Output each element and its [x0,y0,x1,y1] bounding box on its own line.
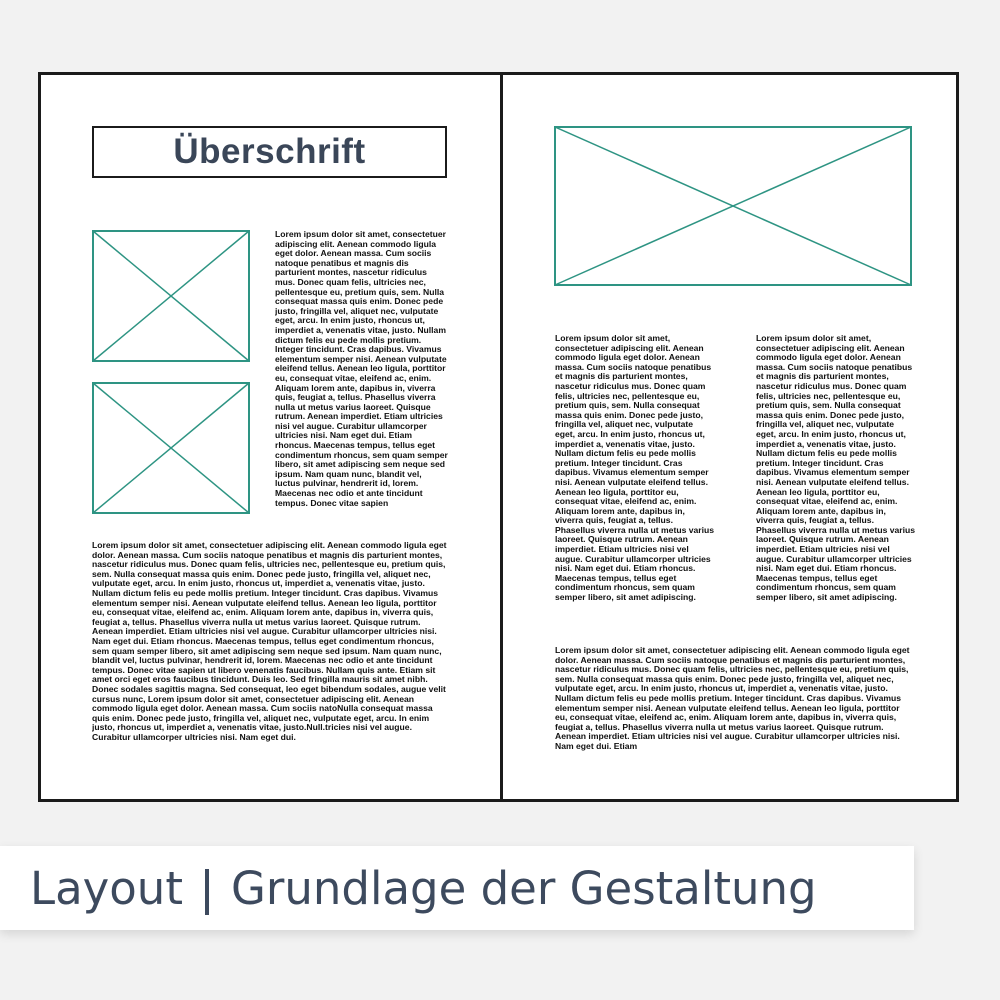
body-text-left-bottom: Lorem ipsum dolor sit amet, consectetuer adipiscing elit. Aenean commodo ligula eget dolor. Aenean massa. Cum sociis natoque penatibus et magnis dis parturient montes, nascetur ridiculus mus. Donec quam felis, ultricies nec, pellentesque eu, pretium quis, sem. Nulla consequat massa quis enim. Donec pede justo, fringilla vel, aliquet nec, vulputate eget, arcu. In enim justo, rhoncus ut, imperdiet a, venenatis vitae, justo. Nullam dictum felis eu pede mollis pretium. Integer tincidunt. Cras dapibus. Vivamus elementum semper nisi. Aenean vulputate eleifend tellus. Aenean leo ligula, porttitor eu, consequat vitae, eleifend ac, enim. Aliquam lorem ante, dapibus in, viverra quis, feugiat a, tellus. Phasellus viverra nulla ut metus varius laoreet. Quisque rutrum. Aenean imperdiet. Etiam ultricies nisi vel augue. Curabitur ullamcorper ultricies nisi. Nam eget dui. Etiam rhoncus. Maecenas tempus, tellus eget condimentum rhoncus, sem quam semper libero, sit amet adipiscing sem neque sed ipsum. Nam quam nunc, blandit vel, luctus pulvinar, hendrerit id, lorem. Maecenas nec odio et ante tincidunt tempus. Donec vitae sapien ut libero venenatis faucibus. Nullam quis ante. Etiam sit amet orci eget eros faucibus tincidunt. Duis leo. Sed fringilla mauris sit amet nibh. Donec sodales sagittis magna. Sed consequat, leo eget bibendum sodales, augue velit cursus nunc, Lorem ipsum dolor sit amet, consectetuer adipiscing elit. Aenean commodo ligula eget dolor. Aenean massa. Cum sociis natoNulla consequat massa quis enim. Donec pede justo, fringilla vel, aliquet nec, vulputate eget, arcu. In enim justo, rhoncus ut, imperdiet a, venenatis vitae, justo.Null.tricies nisi vel augue. Curabitur ullamcorper ultricies nisi. Nam eget dui. [92,541,447,742]
body-text-left-beside-images: Lorem ipsum dolor sit amet, consectetuer adipiscing elit. Aenean commodo ligula eget dolor. Aenean massa. Cum sociis natoque penatibus et magnis dis parturient montes, nascetur ridiculus mus. Donec quam felis, ultricies nec, pellentesque eu, pretium quis, sem. Nulla consequat massa quis enim. Donec pede justo, fringilla vel, aliquet nec, vulputate eget, arcu. In enim justo, rhoncus ut, imperdiet a, venenatis vitae, justo. Nullam dictum felis eu pede mollis pretium. Integer tincidunt. Cras dapibus. Vivamus elementum semper nisi. Aenean vulputate eleifend tellus. Aenean leo ligula, porttitor eu, consequat vitae, eleifend ac, enim. Aliquam lorem ante, dapibus in, viverra quis, feugiat a, tellus. Phasellus viverra nulla ut metus varius laoreet. Quisque rutrum. Aenean imperdiet. Etiam ultricies nisi vel augue. Curabitur ullamcorper ultricies nisi. Nam eget dui. Etiam rhoncus. Maecenas tempus, tellus eget condimentum rhoncus, sem quam semper libero, sit amet adipiscing sem neque sed ipsum. Nam quam nunc, blandit vel, luctus pulvinar, hendrerit id, lorem. Maecenas nec odio et ante tincidunt tempus. Donec vitae sapien [275,230,448,508]
image-placeholder-left-top [92,230,250,362]
caption-right: Grundlage der Gestaltung [230,861,817,915]
heading-text: Überschrift [173,132,366,171]
book-spread [38,72,959,802]
body-text-right-bottom: Lorem ipsum dolor sit amet, consectetuer adipiscing elit. Aenean commodo ligula eget dolor. Aenean massa. Cum sociis natoque penatibus et magnis dis parturient montes, nascetur ridiculus mus. Donec quam felis, ultricies nec, pellentesque eu, pretium quis, sem. Nulla consequat massa quis enim. Donec pede justo, fringilla vel, aliquet nec, vulputate eget, arcu. In enim justo, rhoncus ut, imperdiet a, venenatis vitae, justo. Nullam dictum felis eu pede mollis pretium. Integer tincidunt. Cras dapibus. Vivamus elementum semper nisi. Aenean vulputate eleifend tellus. Aenean leo ligula, porttitor eu, consequat vitae, eleifend ac, enim. Aliquam lorem ante, dapibus in, viverra quis, feugiat a, tellus. Phasellus viverra nulla ut metus varius laoreet. Quisque rutrum. Aenean imperdiet. Etiam ultricies nisi vel augue. Curabitur ullamcorper ultricies nisi. Nam eget dui. Etiam [555,646,910,751]
caption-text [30,862,817,915]
body-text-right-column-2: Lorem ipsum dolor sit amet, consectetuer adipiscing elit. Aenean commodo ligula eget dolor. Aenean massa. Cum sociis natoque penatibus et magnis dis parturient montes, nascetur ridiculus mus. Donec quam felis, ultricies nec, pellentesque eu, pretium quis, sem. Nulla consequat massa quis enim. Donec pede justo, fringilla vel, aliquet nec, vulputate eget, arcu. In enim justo, rhoncus ut, imperdiet a, venenatis vitae, justo. Nullam dictum felis eu pede mollis pretium. Integer tincidunt. Cras dapibus. Vivamus elementum semper nisi. Aenean vulputate eleifend tellus. Aenean leo ligula, porttitor eu, consequat vitae, eleifend ac, enim. Aliquam lorem ante, dapibus in, viverra quis, feugiat a, tellus. Phasellus viverra nulla ut metus varius laoreet. Quisque rutrum. Aenean imperdiet. Etiam ultricies nisi vel augue. Curabitur ullamcorper ultricies nisi. Nam eget dui. Etiam rhoncus. Maecenas tempus, tellus eget condimentum rhoncus, sem quam semper libero, sit amet adipiscing. [756,334,916,603]
caption-separator [205,869,209,915]
heading-box [92,126,447,178]
body-text-right-column-1: Lorem ipsum dolor sit amet, consectetuer adipiscing elit. Aenean commodo ligula eget dolor. Aenean massa. Cum sociis natoque penatibus et magnis dis parturient montes, nascetur ridiculus mus. Donec quam felis, ultricies nec, pellentesque eu, pretium quis, sem. Nulla consequat massa quis enim. Donec pede justo, fringilla vel, aliquet nec, vulputate eget, arcu. In enim justo, rhoncus ut, imperdiet a, venenatis vitae, justo. Nullam dictum felis eu pede mollis pretium. Integer tincidunt. Cras dapibus. Vivamus elementum semper nisi. Aenean vulputate eleifend tellus. Aenean leo ligula, porttitor eu, consequat vitae, eleifend ac, enim. Aliquam lorem ante, dapibus in, viverra quis, feugiat a, tellus. Phasellus viverra nulla ut metus varius laoreet. Quisque rutrum. Aenean imperdiet. Etiam ultricies nisi vel augue. Curabitur ullamcorper ultricies nisi. Nam eget dui. Etiam rhoncus. Maecenas tempus, tellus eget condimentum rhoncus, sem quam semper libero, sit amet adipiscing. [555,334,715,603]
spread-spine [500,75,503,799]
caption-bar [0,846,914,930]
image-placeholder-right-top [554,126,912,286]
image-placeholder-left-bottom [92,382,250,514]
caption-left: Layout [30,861,183,915]
